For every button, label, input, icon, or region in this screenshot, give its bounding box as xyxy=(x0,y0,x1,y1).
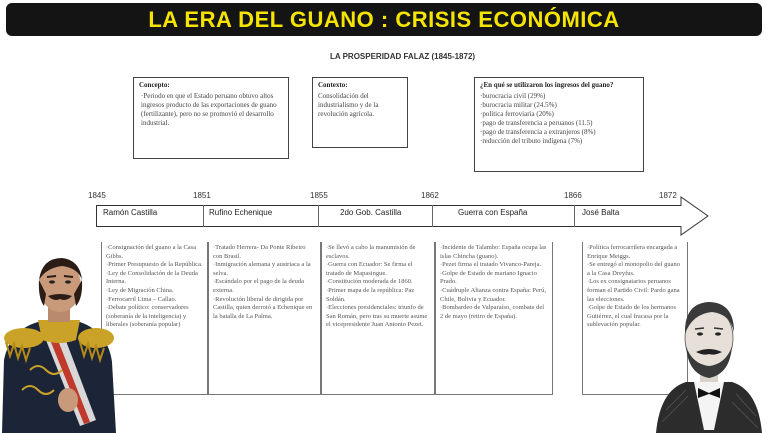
column-item: ·Primer Presupuesto de la República. xyxy=(106,261,203,269)
contexto-text: Consolidación del industrialismo y de la revolución agrícola. xyxy=(318,92,379,118)
concepto-heading: Concepto: xyxy=(139,81,170,89)
column-item: ·Debate político: conservadores (soberanía de la inteligencia) y liberales (soberanía popular) xyxy=(106,304,189,329)
year-label: 1855 xyxy=(310,191,328,200)
portrait-castilla xyxy=(0,250,118,433)
portrait-balta xyxy=(652,290,766,433)
timeline-divider xyxy=(203,205,204,227)
timeline-divider xyxy=(432,205,433,227)
timeline-divider xyxy=(318,205,319,227)
column-castilla-2 xyxy=(321,242,435,395)
column-item: ·Incidente de Talambo: España ocupa las islas Chincha (guano). xyxy=(440,244,547,260)
column-item: ·Golpe de Estado de mariano Ignacio Prado. xyxy=(440,269,537,286)
timeline-years xyxy=(0,191,768,203)
timeline-segment: Guerra con España xyxy=(458,208,528,217)
column-item: ·Elecciones presidenciales: triunfo de San Román, pero tras su muerte asume el vicepresidente Juan Antonio Pezet. xyxy=(326,304,428,329)
column-guerra-espana xyxy=(435,242,553,395)
column-item: ·Cuádruple Alianza contra España: Perú, Chile, Bolivia y Ecuador. xyxy=(440,286,546,303)
timeline-segment: 2do Gob. Castilla xyxy=(340,208,402,217)
ingresos-item: ·burocracia militar (24.5%) xyxy=(480,101,557,109)
title-bar xyxy=(6,3,762,36)
column-item: ·Tratado Herrera- Da Ponte Ribeiro con Brasil. xyxy=(213,244,306,260)
concepto-box xyxy=(133,77,289,159)
year-label: 1862 xyxy=(421,191,439,200)
year-label: 1851 xyxy=(193,191,211,200)
column-item: ·Ferrocarril Lima – Callao. xyxy=(106,295,177,303)
column-item: ·Se entregó el monopolio del guano a la Casa Dreyfus. xyxy=(587,261,680,277)
timeline-segment: Ramón Castilla xyxy=(103,208,158,217)
column-echenique xyxy=(208,242,321,395)
page-title: LA ERA DEL GUANO : CRISIS ECONÓMICA xyxy=(148,6,620,32)
timeline-divider xyxy=(574,205,575,227)
column-item: ·Revolución liberal de dirigida por Castilla, quien derrotó a Echenique en la batalla de La Palma. xyxy=(213,295,313,320)
column-item: ·Consignación del guano a la Casa Gibbs. xyxy=(106,244,197,260)
ingresos-item: ·reducción del tributo indígena (7%) xyxy=(480,137,583,145)
column-item: ·Guerra con Ecuador: Se firma el tratado de Mapasingue. xyxy=(326,261,413,277)
ingresos-item: ·pago de transferencia a extranjeros (8%) xyxy=(480,128,596,136)
concepto-text: ·Periodo en que el Estado peruano obtuvo altos ingresos producto de las exportaciones de guano (fertilizante), pero no se promovió el desarrollo industrial. xyxy=(141,92,277,127)
column-item: ·Se llevó a cabo la manumisión de esclavos. xyxy=(326,244,416,260)
column-item: ·Inmigración alemana y austriaca a la selva. xyxy=(213,261,311,277)
column-item: ·Escándalo por el pago de la deuda externa. xyxy=(213,278,304,294)
timeline-arrow-icon xyxy=(680,196,710,236)
column-item: ·Primer mapa de la república: Paz Soldán. xyxy=(326,286,415,303)
column-item: ·Política ferrocarrilera encargada a Enrique Meiggs. xyxy=(587,244,678,260)
ingresos-heading: ¿En qué se utilizaron los ingresos del guano? xyxy=(480,81,614,89)
column-item: ·Bombardeo de Valparaíso, combate del 2 de mayo (retiro de España). xyxy=(440,304,545,320)
column-item: ·Golpe de Estado de los hermanos Gutiérrez, el cual fracasa por la sublevación popular. xyxy=(587,304,676,329)
year-label: 1845 xyxy=(88,191,106,200)
column-item: ·Ley de Consolidación de la Deuda Interna. xyxy=(106,269,198,286)
ingresos-item: ·pago de transferencia a peruanos (11.5) xyxy=(480,119,593,127)
year-label: 1866 xyxy=(564,191,582,200)
ingresos-box xyxy=(474,77,644,172)
column-item: ·Constitución moderada de 1860. xyxy=(326,278,413,286)
contexto-heading: Contexto: xyxy=(318,81,348,89)
timeline-segment: José Balta xyxy=(582,208,620,217)
ingresos-item: ·burocracia civil (29%) xyxy=(480,92,546,100)
column-item: ·Los ex consignatarios peruanos forman el Partido Civil: Pardo gana las elecciones. xyxy=(587,278,680,303)
column-item: ·Pezet firma el tratado Vivanco-Pareja. xyxy=(440,261,542,269)
timeline-segment: Rufino Echenique xyxy=(209,208,273,217)
year-label: 1872 xyxy=(659,191,677,200)
column-item: ·Ley de Migración China. xyxy=(106,286,174,294)
contexto-box xyxy=(312,77,408,148)
ingresos-item: ·política ferroviaria (20%) xyxy=(480,110,554,118)
section-subtitle: LA PROSPERIDAD FALAZ (1845-1872) xyxy=(330,52,476,61)
